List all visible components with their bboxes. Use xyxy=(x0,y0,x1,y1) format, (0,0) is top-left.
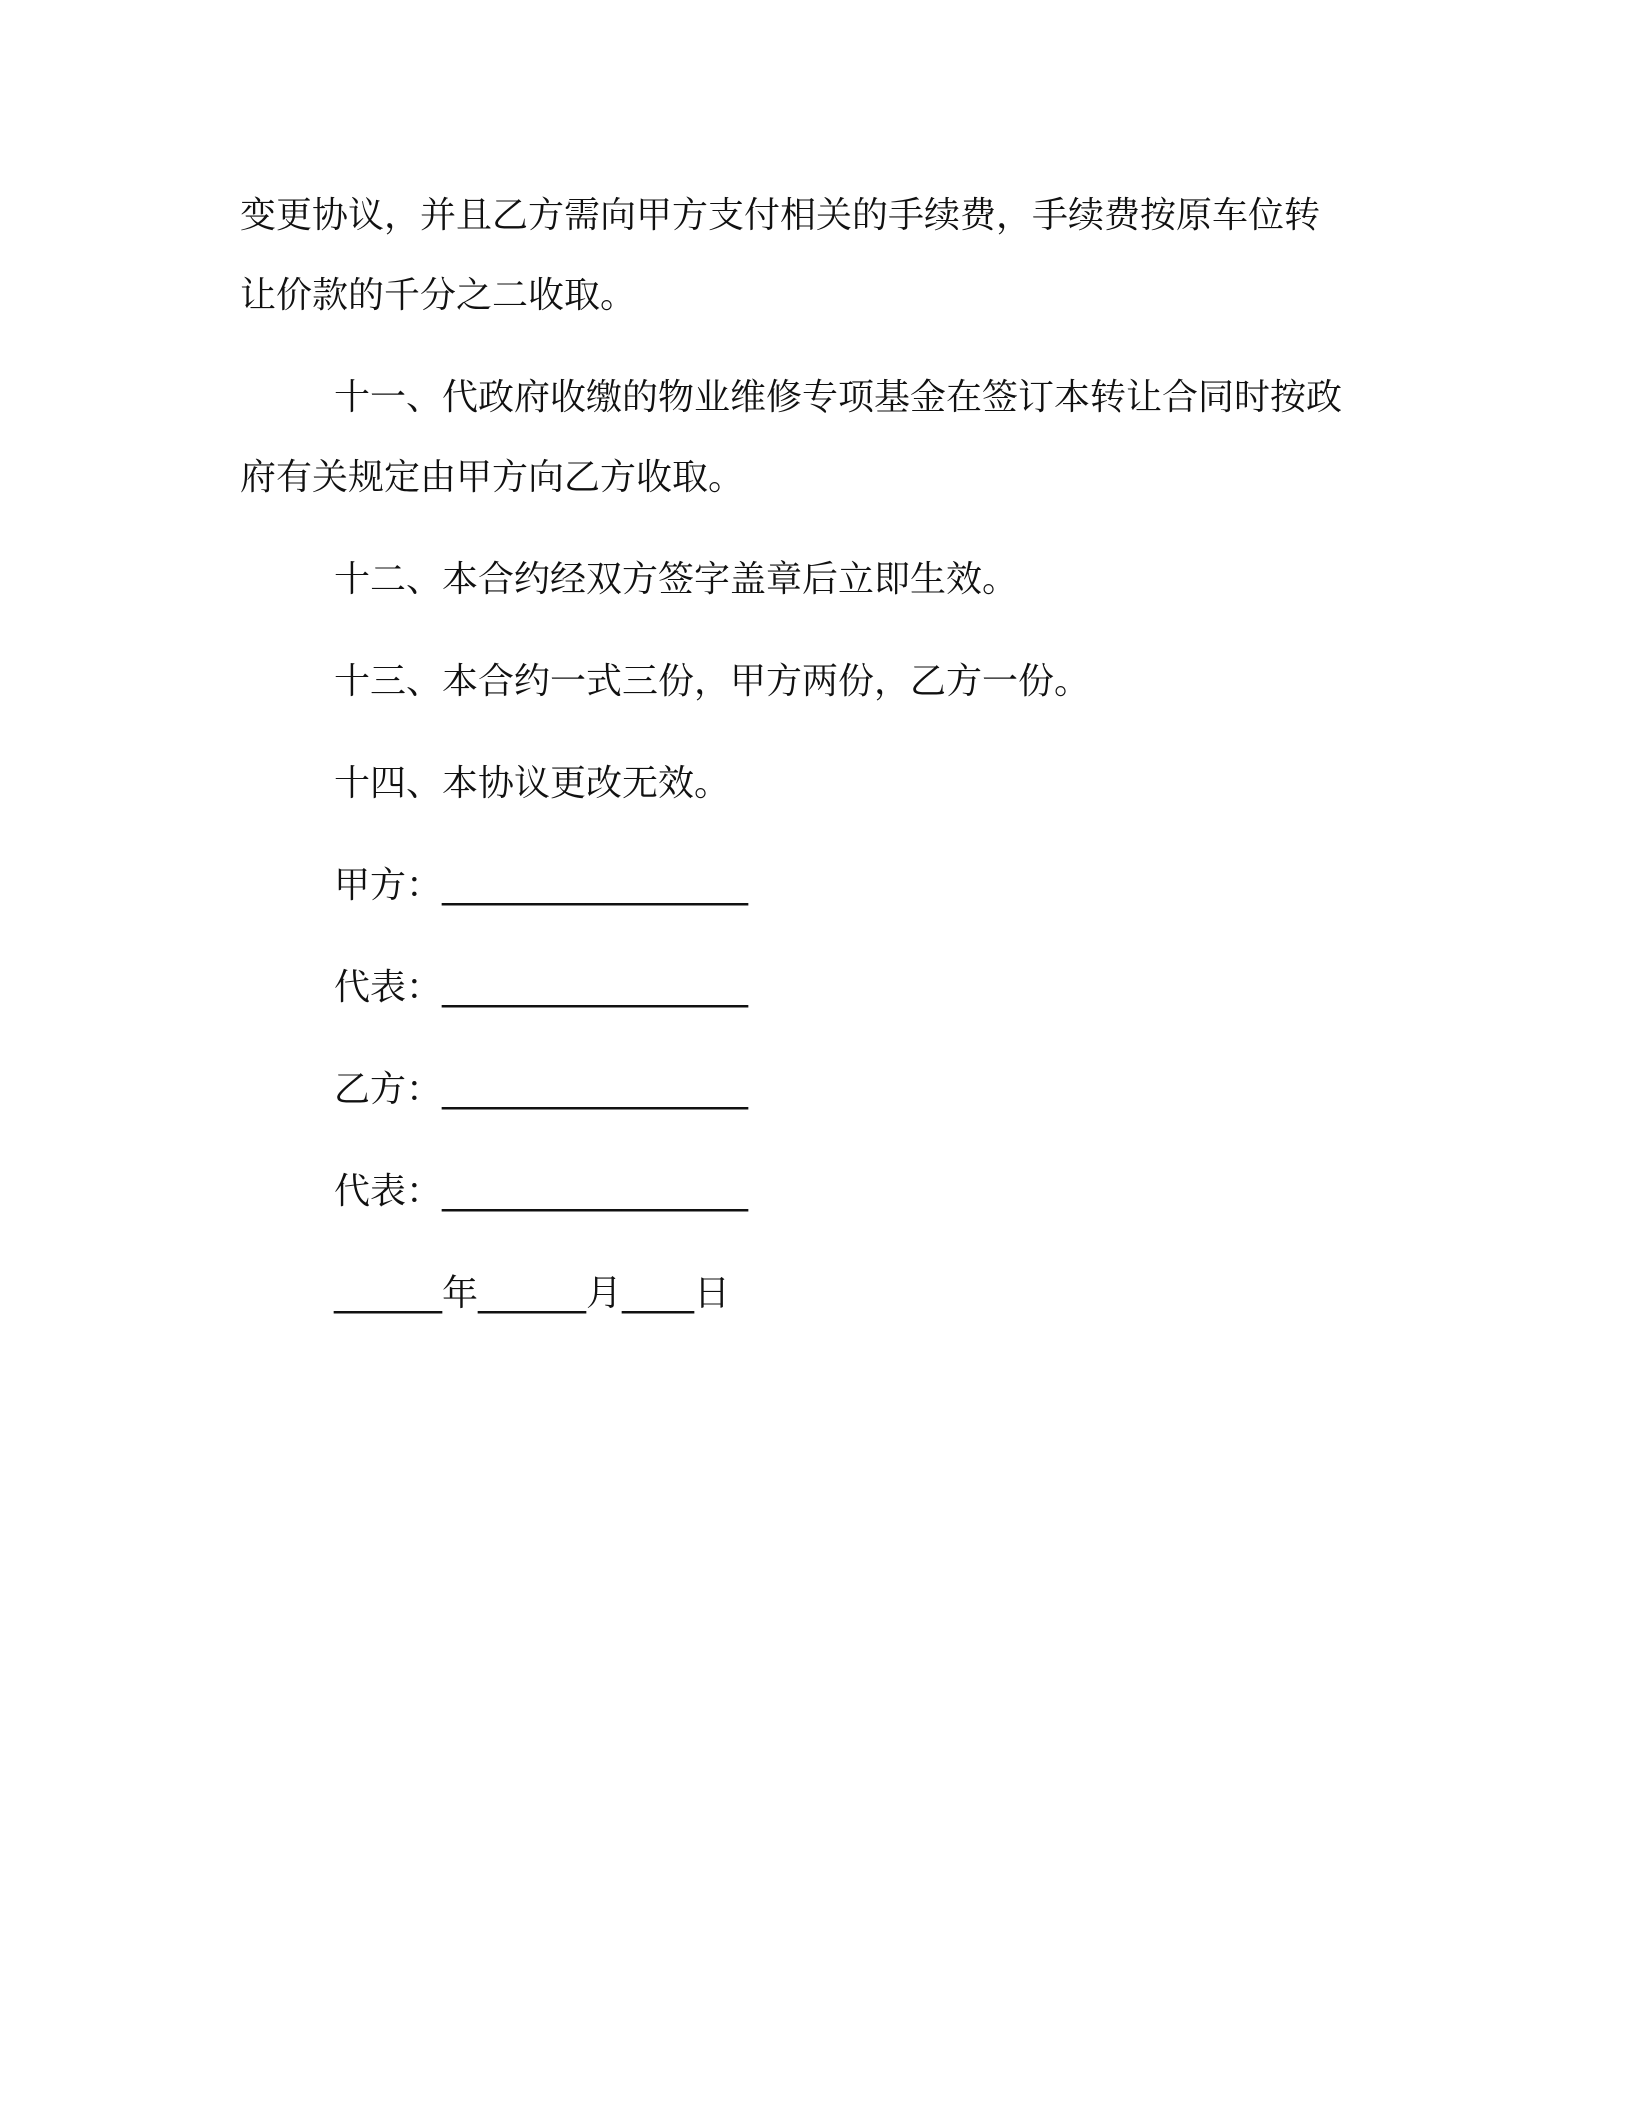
signature-party-b-representative: 代表：_________________ xyxy=(334,1171,749,1212)
signature-party-b: 乙方：_________________ xyxy=(334,1069,749,1110)
clause-12: 十二、本合约经双方签字盖章后立即生效。 xyxy=(334,559,1019,600)
signature-date: ______年______月____日 xyxy=(334,1273,730,1314)
clause-11-line-2: 府有关规定由甲方向乙方收取。 xyxy=(240,457,745,498)
paragraph-continuation-line-2: 让价款的千分之二收取。 xyxy=(240,275,637,316)
paragraph-continuation-line-1: 变更协议，并且乙方需向甲方支付相关的手续费，手续费按原车位转 xyxy=(240,195,1321,236)
signature-party-a: 甲方：_________________ xyxy=(334,865,749,906)
clause-11-line-1: 十一、代政府收缴的物业维修专项基金在签订本转让合同时按政 xyxy=(334,377,1343,418)
clause-14: 十四、本协议更改无效。 xyxy=(334,763,731,804)
clause-13: 十三、本合约一式三份，甲方两份，乙方一份。 xyxy=(334,661,1091,702)
signature-party-a-representative: 代表：_________________ xyxy=(334,967,749,1008)
